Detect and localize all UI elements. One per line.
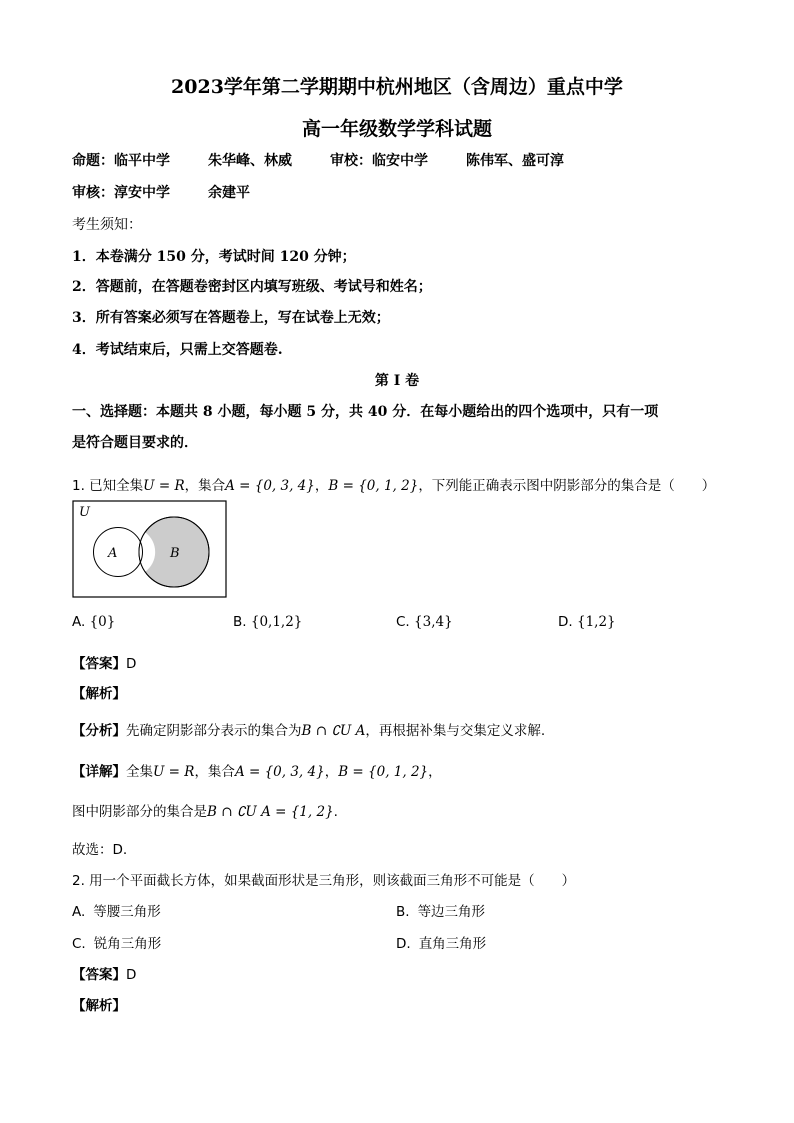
answer-value: D bbox=[126, 967, 137, 983]
analysis-tag: 【解析】 bbox=[72, 686, 126, 702]
option-letter: D. bbox=[396, 936, 411, 952]
result-text: 图中阴影部分的集合是 bbox=[72, 804, 207, 820]
q2-option-d bbox=[396, 932, 486, 952]
venn-label-a: A bbox=[108, 546, 118, 561]
option-letter: A. bbox=[72, 904, 86, 920]
q1-choose: 故选：D. bbox=[72, 842, 128, 858]
option-value: 直角三角形 bbox=[418, 936, 487, 952]
proposer-label: 命题： bbox=[72, 153, 114, 169]
option-letter: C. bbox=[396, 614, 410, 630]
q1-math-universal: U = R bbox=[143, 478, 185, 494]
q2-analysis-tag bbox=[72, 994, 126, 1014]
q2-answer bbox=[72, 963, 136, 983]
section-instructions-line1: 一、选择题：本题共 8 小题，每小题 5 分，共 40 分．在每小题给出的四个选项中，只有一项 bbox=[72, 404, 659, 420]
q2-stem: 2. 用一个平面截长方体，如果截面形状是三角形，则该截面三角形不可能是（ ） bbox=[72, 873, 576, 889]
detail-text: ， bbox=[428, 764, 442, 780]
venn-label-b: B bbox=[170, 546, 180, 561]
q1-detail bbox=[72, 760, 442, 780]
proposer-names: 朱华峰、林威 bbox=[208, 153, 292, 169]
q1-text: 1. 已知全集 bbox=[72, 478, 144, 494]
q1-math-set-a: A = {0, 3, 4} bbox=[225, 478, 315, 494]
fenxi-tag: 【分析】 bbox=[72, 723, 126, 739]
venn-circle-a bbox=[94, 528, 143, 577]
detail-math: U = R bbox=[153, 764, 195, 780]
fenxi-text: ，再根据补集与交集定义求解. bbox=[365, 723, 546, 739]
q1-math-set-b: B = {0, 1, 2} bbox=[328, 478, 419, 494]
q2-option-c bbox=[72, 932, 161, 952]
option-letter: B. bbox=[233, 614, 247, 630]
q1-option-a bbox=[72, 614, 115, 630]
detail-text: 全集 bbox=[126, 764, 153, 780]
q1-text: ，集合 bbox=[184, 478, 226, 494]
result-text: . bbox=[333, 804, 338, 820]
venn-diagram bbox=[72, 500, 227, 598]
q1-stem bbox=[72, 474, 715, 494]
auditor-school: 淳安中学 bbox=[114, 185, 170, 201]
q1-fenxi bbox=[72, 719, 545, 739]
answer-tag: 【答案】 bbox=[72, 656, 126, 672]
auditor-label: 审核： bbox=[72, 185, 114, 201]
detail-tag: 【详解】 bbox=[72, 764, 126, 780]
option-letter: D. bbox=[558, 614, 573, 630]
q1-answer bbox=[72, 652, 136, 672]
auditor-line bbox=[72, 182, 250, 202]
notice-heading: 考生须知： bbox=[72, 217, 142, 233]
analysis-tag: 【解析】 bbox=[72, 998, 126, 1014]
notice-item: 2．答题前，在答题卷密封区内填写班级、考试号和姓名； bbox=[72, 279, 432, 295]
auditor-names: 余建平 bbox=[208, 185, 250, 201]
q1-option-d bbox=[558, 614, 616, 630]
option-value: {3,4} bbox=[414, 614, 453, 630]
q1-option-b bbox=[233, 614, 302, 630]
option-value: {0,1,2} bbox=[250, 614, 303, 630]
exam-title: 2023学年第二学期期中杭州地区（含周边）重点中学 bbox=[171, 76, 623, 98]
section-instructions-line2: 是符合题目要求的． bbox=[72, 435, 198, 451]
option-value: 等边三角形 bbox=[417, 904, 486, 920]
q2-option-a bbox=[72, 900, 161, 920]
q1-result bbox=[72, 800, 338, 820]
q1-text: ，下列能正确表示图中阴影部分的集合是（ ） bbox=[418, 478, 716, 494]
q1-text: ， bbox=[314, 478, 329, 494]
q1-option-c bbox=[396, 614, 453, 630]
q1-analysis-tag bbox=[72, 682, 126, 702]
reviewer-names: 陈伟军、盛可淳 bbox=[466, 153, 564, 169]
answer-value: D bbox=[126, 656, 137, 672]
detail-math: A = {0, 3, 4} bbox=[234, 764, 325, 780]
authors-line bbox=[72, 150, 564, 170]
option-value: {0} bbox=[89, 614, 116, 630]
notice-item: 1．本卷满分 150 分，考试时间 120 分钟； bbox=[72, 249, 356, 265]
option-value: 锐角三角形 bbox=[93, 936, 162, 952]
proposer-school: 临平中学 bbox=[114, 153, 170, 169]
fenxi-text: 先确定阴影部分表示的集合为 bbox=[126, 723, 302, 739]
q2-option-b bbox=[396, 900, 485, 920]
notice-item: 4．考试结束后，只需上交答题卷. bbox=[72, 342, 283, 358]
detail-text: ， bbox=[324, 764, 339, 780]
result-math: B ∩ ∁U A = {1, 2} bbox=[207, 804, 334, 820]
venn-label-u: U bbox=[79, 505, 90, 520]
option-value: {1,2} bbox=[576, 614, 616, 630]
volume-heading: 第 I 卷 bbox=[374, 373, 420, 389]
exam-subtitle: 高一年级数学学科试题 bbox=[301, 118, 492, 140]
option-letter: C. bbox=[72, 936, 86, 952]
reviewer-school: 临安中学 bbox=[372, 153, 428, 169]
option-value: 等腰三角形 bbox=[93, 904, 161, 920]
option-letter: B. bbox=[396, 904, 410, 920]
detail-math: B = {0, 1, 2} bbox=[338, 764, 429, 780]
reviewer-label: 审校： bbox=[330, 153, 372, 169]
notice-item: 3．所有答案必须写在答题卷上，写在试卷上无效； bbox=[72, 310, 390, 326]
detail-text: ，集合 bbox=[194, 764, 235, 780]
fenxi-math: B ∩ ∁U A bbox=[301, 723, 366, 739]
option-letter: A. bbox=[72, 614, 86, 630]
answer-tag: 【答案】 bbox=[72, 967, 126, 983]
